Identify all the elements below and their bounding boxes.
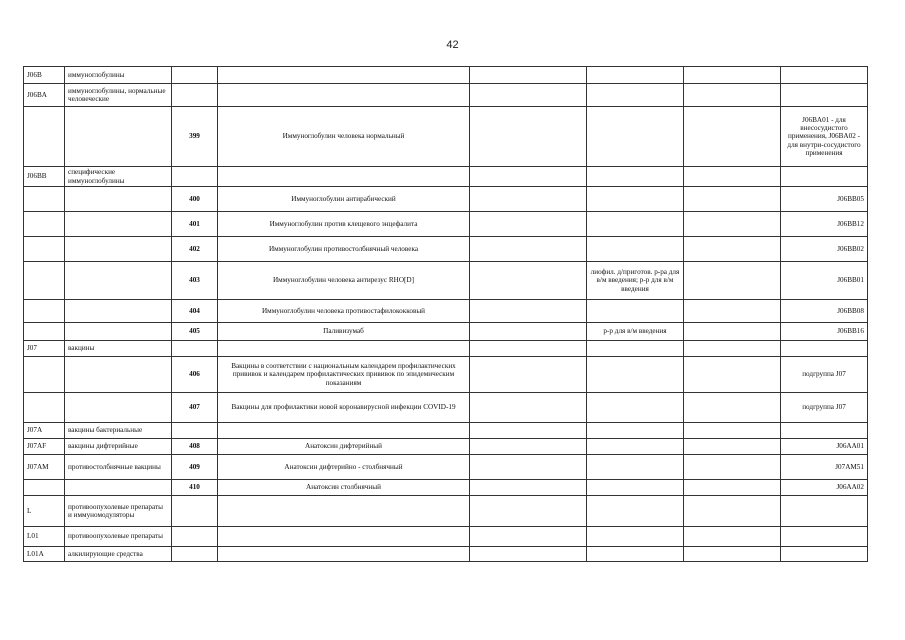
item-number-cell xyxy=(172,547,218,562)
atc-group-name-cell xyxy=(65,187,172,212)
empty-cell xyxy=(470,341,587,357)
empty-cell xyxy=(470,393,587,423)
atc-code-cell xyxy=(24,107,65,167)
empty-cell xyxy=(470,67,587,84)
dosage-form-cell xyxy=(587,237,684,262)
drug-name-cell xyxy=(218,547,470,562)
empty-cell xyxy=(684,423,781,439)
drug-name-cell xyxy=(218,84,470,107)
dosage-form-cell xyxy=(587,167,684,187)
atc-code-cell: J06B xyxy=(24,67,65,84)
table-row xyxy=(24,480,868,496)
item-number-cell xyxy=(172,423,218,439)
empty-cell xyxy=(684,107,781,167)
atc-group-name-cell: вакцины xyxy=(65,341,172,357)
empty-cell xyxy=(470,357,587,393)
note-cell: подгруппа J07 xyxy=(781,393,868,423)
empty-cell xyxy=(470,262,587,300)
atc-code-cell xyxy=(24,323,65,341)
atc-group-name-cell xyxy=(65,107,172,167)
atc-code-cell xyxy=(24,357,65,393)
dosage-form-cell xyxy=(587,496,684,527)
note-cell xyxy=(781,167,868,187)
note-cell xyxy=(781,496,868,527)
dosage-form-cell xyxy=(587,455,684,480)
note-cell: подгруппа J07 xyxy=(781,357,868,393)
empty-cell xyxy=(470,237,587,262)
note-cell: J06BA01 - для внесосудистого применения, J06BA02 - для внутри-сосудистого применения xyxy=(781,107,868,167)
note-cell: J06AA01 xyxy=(781,439,868,455)
drug-name-cell: Иммуноглобулин человека противостафилококковый xyxy=(218,300,470,323)
table-row xyxy=(24,455,868,480)
empty-cell xyxy=(684,67,781,84)
drug-name-cell xyxy=(218,527,470,547)
drug-name-cell: Иммуноглобулин антирабический xyxy=(218,187,470,212)
dosage-form-cell xyxy=(587,67,684,84)
atc-group-name-cell xyxy=(65,480,172,496)
table-row xyxy=(24,439,868,455)
item-number-cell: 409 xyxy=(172,455,218,480)
drug-table xyxy=(23,66,868,562)
drug-name-cell: Иммуноглобулин против клещевого энцефалита xyxy=(218,212,470,237)
empty-cell xyxy=(470,547,587,562)
table-row xyxy=(24,262,868,300)
item-number-cell: 401 xyxy=(172,212,218,237)
drug-name-cell: Анатоксин дифтерийный xyxy=(218,439,470,455)
drug-name-cell: Анатоксин столбнячный xyxy=(218,480,470,496)
atc-code-cell xyxy=(24,237,65,262)
item-number-cell: 402 xyxy=(172,237,218,262)
note-cell xyxy=(781,84,868,107)
item-number-cell xyxy=(172,84,218,107)
table-row xyxy=(24,393,868,423)
empty-cell xyxy=(684,84,781,107)
table-row xyxy=(24,212,868,237)
empty-cell xyxy=(470,107,587,167)
drug-name-cell xyxy=(218,67,470,84)
drug-name-cell: Иммуноглобулин человека антирезус RHO[D] xyxy=(218,262,470,300)
atc-group-name-cell xyxy=(65,237,172,262)
table-row xyxy=(24,167,868,187)
empty-cell xyxy=(684,393,781,423)
empty-cell xyxy=(470,480,587,496)
dosage-form-cell xyxy=(587,107,684,167)
note-cell: J06BB02 xyxy=(781,237,868,262)
atc-code-cell: J06BA xyxy=(24,84,65,107)
item-number-cell: 404 xyxy=(172,300,218,323)
atc-code-cell xyxy=(24,212,65,237)
note-cell: J06BB08 xyxy=(781,300,868,323)
atc-group-name-cell xyxy=(65,323,172,341)
dosage-form-cell xyxy=(587,341,684,357)
atc-code-cell: J06BB xyxy=(24,167,65,187)
item-number-cell xyxy=(172,496,218,527)
atc-code-cell xyxy=(24,187,65,212)
atc-code-cell xyxy=(24,480,65,496)
empty-cell xyxy=(684,455,781,480)
item-number-cell: 406 xyxy=(172,357,218,393)
note-cell: J06BB05 xyxy=(781,187,868,212)
dosage-form-cell xyxy=(587,423,684,439)
dosage-form-cell xyxy=(587,527,684,547)
item-number-cell xyxy=(172,167,218,187)
note-cell xyxy=(781,423,868,439)
empty-cell xyxy=(470,323,587,341)
empty-cell xyxy=(684,547,781,562)
atc-code-cell xyxy=(24,393,65,423)
note-cell xyxy=(781,67,868,84)
drug-name-cell xyxy=(218,423,470,439)
dosage-form-cell: лиофил. д/приготов. р-ра для в/м введения; р-р для в/м введения xyxy=(587,262,684,300)
item-number-cell: 400 xyxy=(172,187,218,212)
note-cell: J06AA02 xyxy=(781,480,868,496)
table-row xyxy=(24,496,868,527)
empty-cell xyxy=(470,187,587,212)
atc-group-name-cell: специфические иммуноглобулины xyxy=(65,167,172,187)
atc-group-name-cell xyxy=(65,393,172,423)
atc-code-cell: L01 xyxy=(24,527,65,547)
atc-group-name-cell: противоопухолевые препараты xyxy=(65,527,172,547)
empty-cell xyxy=(470,212,587,237)
empty-cell xyxy=(684,262,781,300)
dosage-form-cell xyxy=(587,212,684,237)
empty-cell xyxy=(684,527,781,547)
atc-group-name-cell xyxy=(65,212,172,237)
dosage-form-cell xyxy=(587,547,684,562)
empty-cell xyxy=(684,480,781,496)
drug-name-cell: Паливизумаб xyxy=(218,323,470,341)
atc-group-name-cell: противостолбнячные вакцины xyxy=(65,455,172,480)
page-number: 42 xyxy=(446,39,459,51)
drug-name-cell: Вакцины для профилактики новой коронавирусной инфекции COVID-19 xyxy=(218,393,470,423)
note-cell: J07AM51 xyxy=(781,455,868,480)
table-row xyxy=(24,107,868,167)
empty-cell xyxy=(470,496,587,527)
empty-cell xyxy=(470,84,587,107)
empty-cell xyxy=(684,212,781,237)
item-number-cell xyxy=(172,341,218,357)
atc-code-cell: J07AF xyxy=(24,439,65,455)
atc-code-cell: L01A xyxy=(24,547,65,562)
item-number-cell xyxy=(172,67,218,84)
table-row xyxy=(24,67,868,84)
dosage-form-cell xyxy=(587,480,684,496)
empty-cell xyxy=(684,187,781,212)
empty-cell xyxy=(470,527,587,547)
atc-code-cell: J07AM xyxy=(24,455,65,480)
table-row xyxy=(24,323,868,341)
note-cell: J06BB01 xyxy=(781,262,868,300)
drug-name-cell: Иммуноглобулин человека нормальный xyxy=(218,107,470,167)
dosage-form-cell xyxy=(587,300,684,323)
table-row xyxy=(24,187,868,212)
empty-cell xyxy=(684,323,781,341)
atc-group-name-cell: иммуноглобулины xyxy=(65,67,172,84)
note-cell xyxy=(781,547,868,562)
atc-group-name-cell: алкилирующие средства xyxy=(65,547,172,562)
atc-group-name-cell: вакцины дифтерийные xyxy=(65,439,172,455)
atc-code-cell: J07 xyxy=(24,341,65,357)
empty-cell xyxy=(470,439,587,455)
atc-code-cell xyxy=(24,300,65,323)
empty-cell xyxy=(684,496,781,527)
atc-group-name-cell xyxy=(65,262,172,300)
empty-cell xyxy=(684,237,781,262)
dosage-form-cell xyxy=(587,393,684,423)
table-row xyxy=(24,527,868,547)
table-row xyxy=(24,547,868,562)
table-row xyxy=(24,237,868,262)
empty-cell xyxy=(470,300,587,323)
item-number-cell: 403 xyxy=(172,262,218,300)
atc-code-cell: J07A xyxy=(24,423,65,439)
drug-name-cell: Иммуноглобулин противостолбнячный человека xyxy=(218,237,470,262)
dosage-form-cell xyxy=(587,357,684,393)
item-number-cell: 408 xyxy=(172,439,218,455)
dosage-form-cell xyxy=(587,84,684,107)
note-cell: J06BB16 xyxy=(781,323,868,341)
table-row xyxy=(24,423,868,439)
atc-code-cell xyxy=(24,262,65,300)
empty-cell xyxy=(470,455,587,480)
empty-cell xyxy=(684,167,781,187)
drug-name-cell xyxy=(218,496,470,527)
empty-cell xyxy=(684,341,781,357)
item-number-cell: 399 xyxy=(172,107,218,167)
drug-name-cell xyxy=(218,341,470,357)
table-row xyxy=(24,341,868,357)
item-number-cell: 407 xyxy=(172,393,218,423)
item-number-cell xyxy=(172,527,218,547)
empty-cell xyxy=(470,167,587,187)
empty-cell xyxy=(684,357,781,393)
drug-name-cell xyxy=(218,167,470,187)
atc-group-name-cell xyxy=(65,300,172,323)
atc-group-name-cell: вакцины бактериальные xyxy=(65,423,172,439)
table-row xyxy=(24,357,868,393)
empty-cell xyxy=(684,439,781,455)
note-cell xyxy=(781,527,868,547)
dosage-form-cell: р-р для в/м введения xyxy=(587,323,684,341)
atc-group-name-cell: иммуноглобулины, нормальные человеческие xyxy=(65,84,172,107)
note-cell xyxy=(781,341,868,357)
drug-name-cell: Вакцины в соответствии с национальным календарем профилактических прививок и календарем профилактических прививок по эпидемическим показаниям xyxy=(218,357,470,393)
atc-code-cell: L xyxy=(24,496,65,527)
drug-name-cell: Анатоксин дифтерийно - столбнячный xyxy=(218,455,470,480)
atc-group-name-cell: противоопухолевые препараты и иммуномодуляторы xyxy=(65,496,172,527)
dosage-form-cell xyxy=(587,439,684,455)
table-row xyxy=(24,84,868,107)
atc-group-name-cell xyxy=(65,357,172,393)
empty-cell xyxy=(470,423,587,439)
item-number-cell: 410 xyxy=(172,480,218,496)
empty-cell xyxy=(684,300,781,323)
note-cell: J06BB12 xyxy=(781,212,868,237)
table-row xyxy=(24,300,868,323)
item-number-cell: 405 xyxy=(172,323,218,341)
dosage-form-cell xyxy=(587,187,684,212)
